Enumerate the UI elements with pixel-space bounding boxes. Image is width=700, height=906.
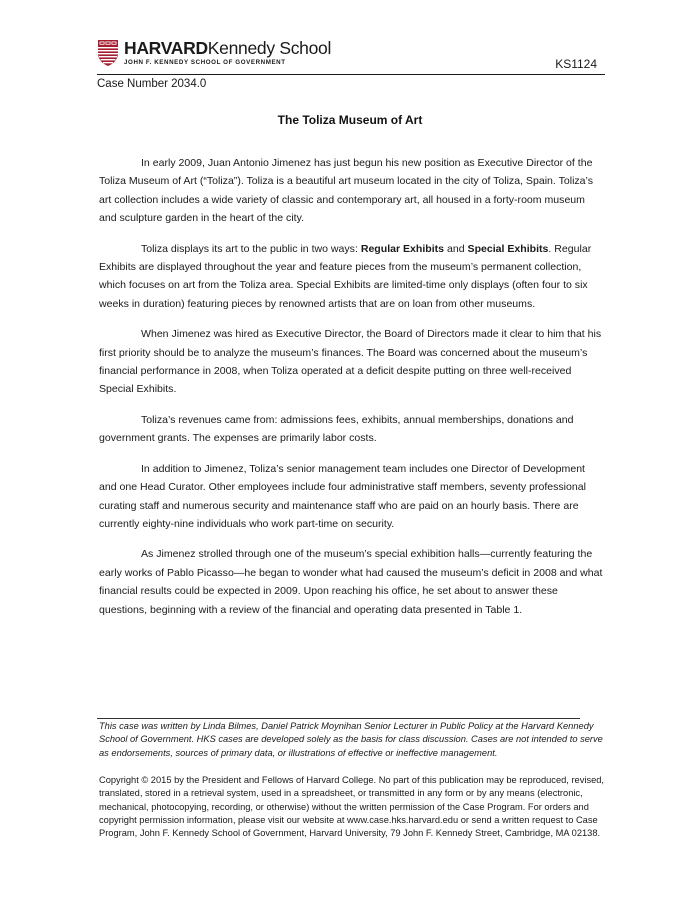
paragraph-board: When Jimenez was hired as Executive Director, the Board of Directors made it clear to him that his first priority should be to analyze the museum’s finances. The Board was concerned about the museum’s financial performance in 2008, when Toliza operated at a deficit despite putting on three well-received Special Exhibits. [99, 328, 602, 396]
copyright-notice: Copyright © 2015 by the President and Fellows of Harvard College. No part of this publication may be reproduced, revised, translated, stored in a retrieval system, used in a spreadsheet, or transmitted in any form or by any means (electronic, mechanical, photocopying, recording, or otherwise) without the written permission of the Case Program. For orders and copyright permission information, please visit our website at www.case.hks.harvard.edu or send a written request to Case Program, John F. Kennedy School of Government, Harvard University, 79 John F. Kennedy Street, Cambridge, MA 02138. [99, 775, 605, 839]
page-header [97, 38, 605, 74]
paragraph-text: . Regular Exhibits are displayed throughout the year and feature pieces from the museum’s permanent collection, which focuses on art from the Toliza area. Special Exhibits are limited-time only displays (often four to six weeks in duration) featuring pieces by renowned artists that are on loan from other museums. [99, 242, 592, 310]
harvard-shield-icon [97, 39, 119, 67]
document-body [99, 154, 604, 631]
paragraph-text: Toliza displays its art to the public in two ways: [141, 242, 361, 255]
header-divider [97, 74, 605, 75]
term-regular-exhibits: Regular Exhibits [360, 242, 445, 255]
paragraph-intro: In early 2009, Juan Antonio Jimenez has just begun his new position as Executive Director of the Toliza Museum of Art (“Toliza”). Toliza is a beautiful art museum located in the city of Toliza, Spain. Toliza’s art collection includes a wide variety of classic and contemporary art, all housed in a forty-room museum and sculpture garden in the heart of the city. [99, 157, 593, 225]
paragraph-revenues: Toliza’s revenues came from: admissions fees, exhibits, annual memberships, donations and government grants. The expenses are primarily labor costs. [99, 413, 574, 445]
logo-subtitle: JOHN F. KENNEDY SCHOOL OF GOVERNMENT [124, 59, 286, 66]
paragraph-exhibits [99, 240, 604, 314]
logo-kennedy-school: Kennedy School [207, 38, 332, 58]
logo-text [124, 38, 331, 66]
case-number: Case Number 2034.0 [97, 78, 207, 90]
paragraph-staff: In addition to Jimenez, Toliza’s senior management team includes one Director of Development and one Head Curator. Other employees include four administrative staff members, seventy professional curating staff and numerous security and maintenance staff who are paid on an hourly basis. There are currently eighty-nine individuals who work part-time on security. [99, 462, 586, 530]
hks-logo [97, 38, 331, 67]
document-title: The Toliza Museum of Art [277, 113, 423, 127]
footnote-divider [97, 718, 580, 719]
logo-harvard: HARVARD [124, 38, 208, 58]
term-special-exhibits: Special Exhibits [467, 242, 549, 255]
paragraph-picasso: As Jimenez strolled through one of the museum’s special exhibition halls—currently featuring the early works of Pablo Picasso—he began to wonder what had caused the museum’s deficit in 2008 and what financial results could be expected in 2009. Upon reaching his office, he set about to answer these questions, beginning with a review of the financial and operating data presented in Table 1. [99, 548, 603, 616]
paragraph-text: and [444, 242, 468, 255]
logo-wordmark [124, 38, 331, 58]
case-code: KS1124 [555, 57, 597, 71]
authorship-note: This case was written by Linda Bilmes, Daniel Patrick Moynihan Senior Lecturer in Public Policy at the Harvard Kennedy School of Government. HKS cases are developed solely as the basis for class discussion. Cases are not intended to serve as endorsements, sources of primary data, or illustrations of effective or ineffective management. [99, 721, 603, 758]
